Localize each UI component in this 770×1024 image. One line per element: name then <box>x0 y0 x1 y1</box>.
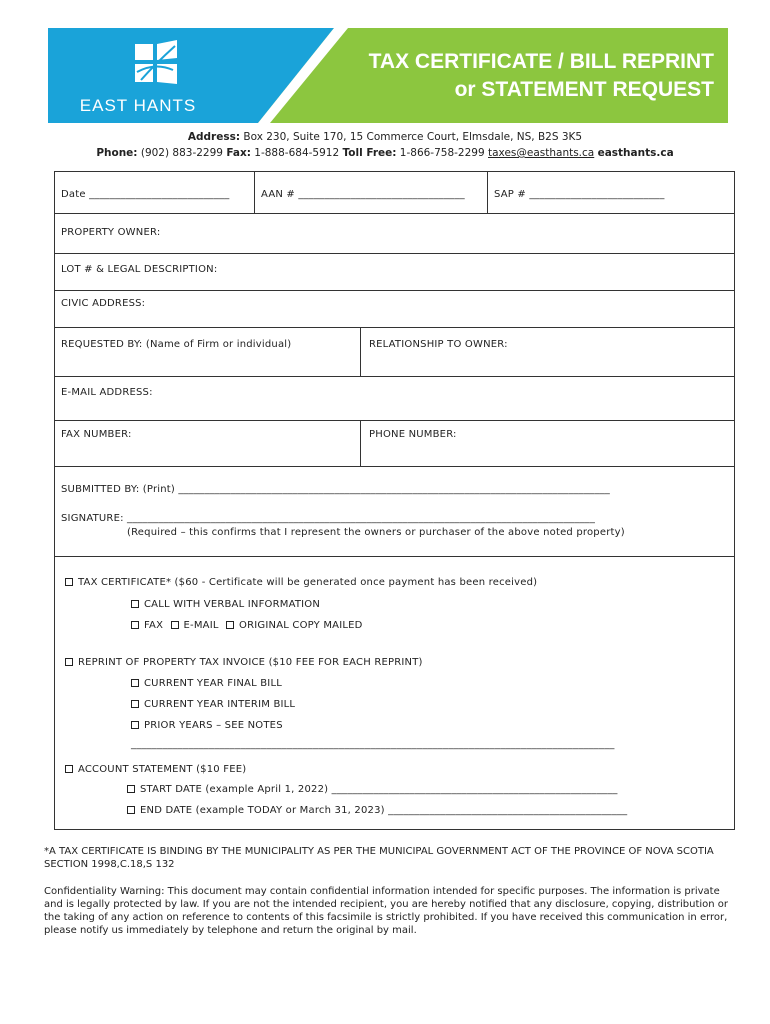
fax-option-label: FAX <box>144 620 164 631</box>
email-address-label: E-MAIL ADDRESS: <box>61 387 153 398</box>
requested-by-cell[interactable] <box>55 328 360 376</box>
phone-label: Phone: <box>96 147 138 159</box>
website-link[interactable]: easthants.ca <box>597 147 674 159</box>
page-title <box>369 48 714 104</box>
email-link[interactable]: taxes@easthants.ca <box>488 147 595 159</box>
fax-checkbox[interactable] <box>131 621 139 629</box>
row-ids <box>55 172 734 214</box>
phone-line <box>0 145 770 161</box>
email-option-label: E-MAIL <box>183 620 219 631</box>
address-label: Address: <box>187 131 241 143</box>
org-name: EAST HANTS <box>79 96 197 115</box>
lot-legal-label: LOT # & LEGAL DESCRIPTION: <box>61 264 218 275</box>
row-property-owner[interactable] <box>55 214 734 254</box>
option-end-date[interactable] <box>127 805 627 816</box>
option-call-verbal[interactable] <box>131 599 320 610</box>
original-copy-label: ORIGINAL COPY MAILED <box>239 620 363 631</box>
prior-years-label: PRIOR YEARS – SEE NOTES <box>144 720 283 731</box>
signature-note: (Required – this confirms that I represent the owners or purchaser of the above noted property) <box>127 527 625 538</box>
requested-by-label: REQUESTED BY: (Name of Firm or individual) <box>61 339 292 350</box>
row-submitted-signature <box>55 467 734 557</box>
option-tax-certificate[interactable] <box>65 577 537 588</box>
current-interim-label: CURRENT YEAR INTERIM BILL <box>144 699 296 710</box>
relationship-label: RELATIONSHIP TO OWNER: <box>369 339 508 350</box>
fax-number-cell[interactable] <box>55 421 360 466</box>
original-copy-checkbox[interactable] <box>226 621 234 629</box>
end-date-label: END DATE (example TODAY or March 31, 2023) ______________________________________________ <box>140 805 628 816</box>
email-checkbox[interactable] <box>171 621 179 629</box>
row-email[interactable] <box>55 377 734 421</box>
notes-line[interactable]: _____________________________________________________________________________________________ <box>131 739 615 750</box>
reprint-label: REPRINT OF PROPERTY TAX INVOICE ($10 FEE FOR EACH REPRINT) <box>78 657 423 668</box>
phone-number-label: PHONE NUMBER: <box>369 429 457 440</box>
contact-block <box>0 129 770 161</box>
header-banner <box>48 28 728 123</box>
date-cell[interactable] <box>55 172 254 213</box>
account-statement-checkbox[interactable] <box>65 765 73 773</box>
option-reprint[interactable] <box>65 657 423 668</box>
call-verbal-checkbox[interactable] <box>131 600 139 608</box>
row-requested-by <box>55 328 734 377</box>
confidentiality-warning: Confidentiality Warning: This document may contain confidential information intended for specific purposes. The information is private and is legally protected by law. If you are not the intended recipient, you are hereby notified that any disclosure, copying, distribution or the taking of any action on reference to contents of this facsimile is strictly prohibited. If you have received this communication in error, please notify us immediately by telephone and return the original by mail. <box>44 886 729 936</box>
fax-number-label: FAX NUMBER: <box>61 429 132 440</box>
title-line-1: TAX CERTIFICATE / BILL REPRINT <box>368 50 714 73</box>
civic-address-label: CIVIC ADDRESS: <box>61 298 146 309</box>
tax-certificate-label: TAX CERTIFICATE* ($60 - Certificate will be generated once payment has been received) <box>78 577 538 588</box>
prior-years-checkbox[interactable] <box>131 721 139 729</box>
phone-number-cell[interactable] <box>360 421 734 466</box>
row-fax-phone <box>55 421 734 467</box>
tollfree-label: Toll Free: <box>342 147 397 159</box>
call-verbal-label: CALL WITH VERBAL INFORMATION <box>144 599 321 610</box>
aan-cell[interactable] <box>254 172 487 213</box>
start-date-checkbox[interactable] <box>127 785 135 793</box>
fax-value: 1-888-684-5912 <box>254 147 340 159</box>
address-line <box>0 129 770 145</box>
option-account-statement[interactable] <box>65 764 246 775</box>
title-line-2: or STATEMENT REQUEST <box>454 78 714 101</box>
end-date-checkbox[interactable] <box>127 806 135 814</box>
property-owner-label: PROPERTY OWNER: <box>61 227 161 238</box>
option-delivery-methods <box>131 620 363 631</box>
tax-certificate-checkbox[interactable] <box>65 578 73 586</box>
option-current-final[interactable] <box>131 678 282 689</box>
tollfree-value: 1-866-758-2299 <box>399 147 485 159</box>
aan-field[interactable]: AAN # ________________________________ <box>261 189 465 200</box>
signature-field[interactable]: SIGNATURE: __________________________________________________________________________________________ <box>61 513 596 524</box>
fax-label: Fax: <box>226 147 251 159</box>
request-options <box>55 557 734 829</box>
row-lot-legal[interactable] <box>55 254 734 291</box>
submitted-by-field[interactable]: SUBMITTED BY: (Print) ___________________________________________________________________________________ <box>61 484 610 495</box>
relationship-cell[interactable] <box>360 328 734 376</box>
option-prior-years[interactable] <box>131 720 283 731</box>
sap-cell[interactable] <box>487 172 734 213</box>
option-start-date[interactable] <box>127 784 618 795</box>
current-interim-checkbox[interactable] <box>131 700 139 708</box>
phone-value: (902) 883-2299 <box>140 147 223 159</box>
date-field[interactable]: Date ___________________________ <box>61 189 230 200</box>
current-final-checkbox[interactable] <box>131 679 139 687</box>
start-date-label: START DATE (example April 1, 2022) _______________________________________________________ <box>140 784 618 795</box>
address-value: Box 230, Suite 170, 15 Commerce Court, Elmsdale, NS, B2S 3K5 <box>243 131 583 143</box>
reprint-checkbox[interactable] <box>65 658 73 666</box>
request-form <box>54 171 735 830</box>
row-civic-address[interactable] <box>55 291 734 328</box>
account-statement-label: ACCOUNT STATEMENT ($10 FEE) <box>78 764 247 775</box>
binding-note: *A TAX CERTIFICATE IS BINDING BY THE MUNICIPALITY AS PER THE MUNICIPAL GOVERNMENT ACT OF THE PROVINCE OF NOVA SCOTIA SECTION 1998,C.18,S 132 <box>44 846 714 870</box>
option-current-interim[interactable] <box>131 699 295 710</box>
current-final-label: CURRENT YEAR FINAL BILL <box>144 678 283 689</box>
sap-field[interactable]: SAP # __________________________ <box>494 189 665 200</box>
